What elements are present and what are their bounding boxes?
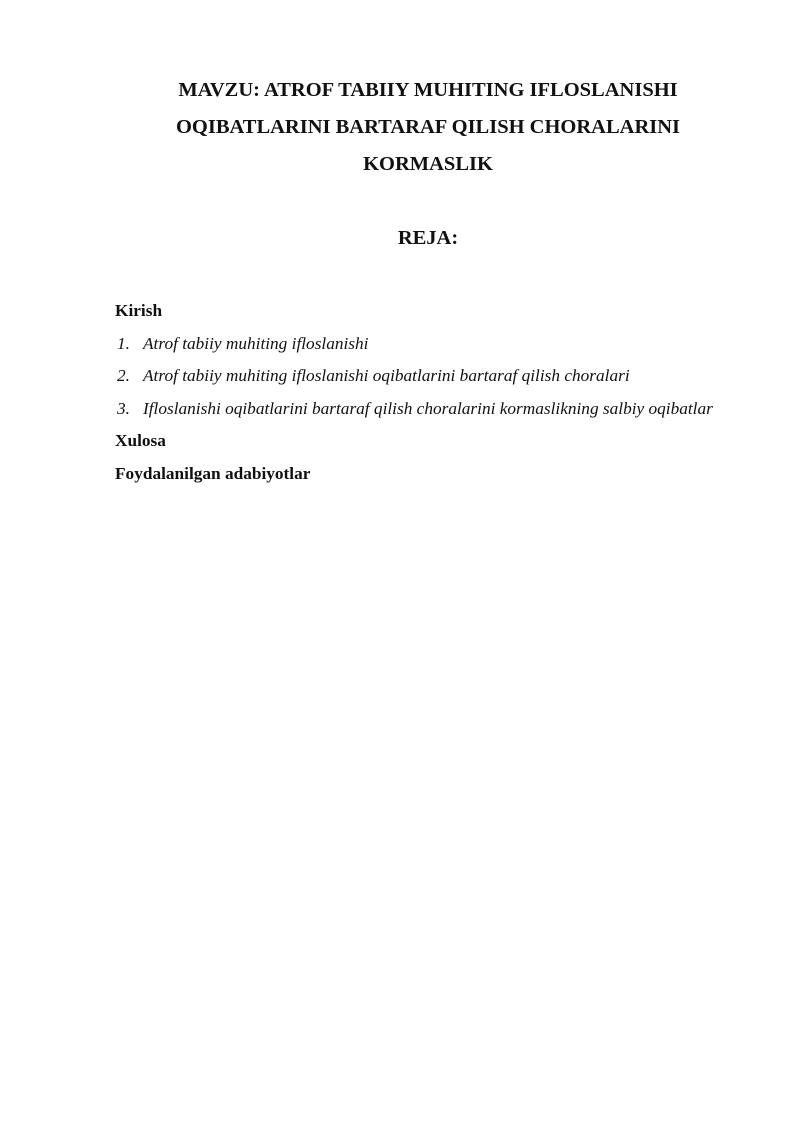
plan-item-text: Ifloslanishi oqibatlarini bartaraf qilish choralarini kormaslikning salbiy oqibatlar [143,398,713,418]
plan-item-3 [115,393,715,426]
title-line-2: OQIBATLARINI BARTARAF QILISH CHORALARINI [175,116,681,138]
plan-item-text: Atrof tabiiy muhiting ifloslanishi oqibatlarini bartaraf qilish choralari [143,366,630,385]
plan-item-1 [115,328,715,361]
plan-item-number: 1. [117,333,130,353]
plan-item-number: 3. [117,398,130,418]
title-line-3: KORMASLIK [363,153,493,175]
plan-item-text: Atrof tabiiy muhiting ifloslanishi [143,333,369,353]
intro-heading: Kirish [115,301,163,320]
conclusion-heading: Xulosa [115,431,166,450]
references-heading: Foydalanilgan adabiyotlar [115,463,311,483]
title-line-1: MAVZU: ATROF TABIIY MUHITING IFLOSLANISHI [178,79,678,101]
plan-heading: REJA: [397,227,459,249]
plan-list [115,328,715,426]
plan-item-2 [115,360,715,393]
plan-item-number: 2. [117,366,130,385]
document-title [130,72,726,183]
plan-section [115,295,715,490]
